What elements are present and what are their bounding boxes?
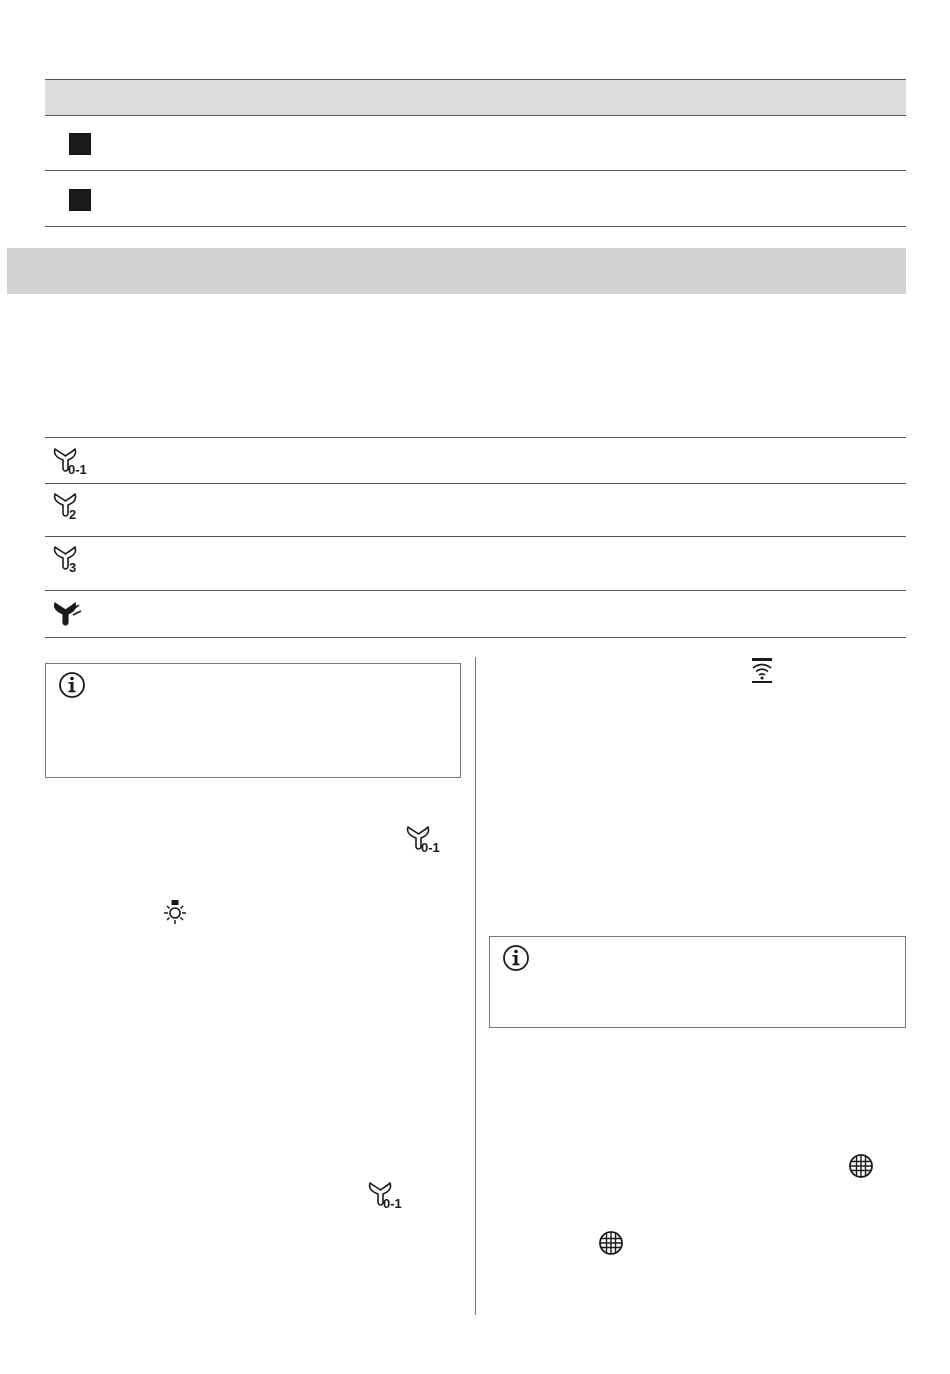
svg-text:2: 2 (69, 507, 77, 521)
fan-speed-table (45, 437, 906, 637)
table-row (45, 590, 906, 638)
table-row (45, 536, 906, 591)
hob2hood-wifi-icon (749, 656, 775, 684)
table-row (45, 437, 906, 484)
info-note (489, 936, 906, 1028)
fan-boost-icon (51, 599, 87, 629)
info-note (45, 663, 461, 778)
svg-text:0-1: 0-1 (68, 462, 87, 476)
fan-speed-icon (51, 544, 99, 574)
fan-speed-icon (51, 491, 99, 521)
section-heading-band (7, 248, 906, 294)
svg-text:3: 3 (69, 560, 77, 574)
grid-filter-icon (848, 1153, 874, 1179)
info-icon (58, 671, 86, 699)
fan-speed-icon (404, 824, 452, 854)
table-row (45, 171, 906, 227)
grid-filter-icon (598, 1230, 624, 1256)
black-square-icon (69, 189, 91, 211)
info-icon (502, 944, 530, 972)
fan-speed-icon (51, 446, 99, 476)
table-row (45, 483, 906, 537)
black-square-icon (69, 133, 91, 155)
table-header (45, 79, 906, 116)
svg-text:0-1: 0-1 (421, 840, 440, 854)
svg-text:0-1: 0-1 (383, 1196, 402, 1210)
top-table (45, 79, 906, 229)
light-icon (160, 898, 190, 928)
column-divider (475, 657, 476, 1315)
table-row (45, 115, 906, 171)
fan-speed-icon (366, 1180, 414, 1210)
